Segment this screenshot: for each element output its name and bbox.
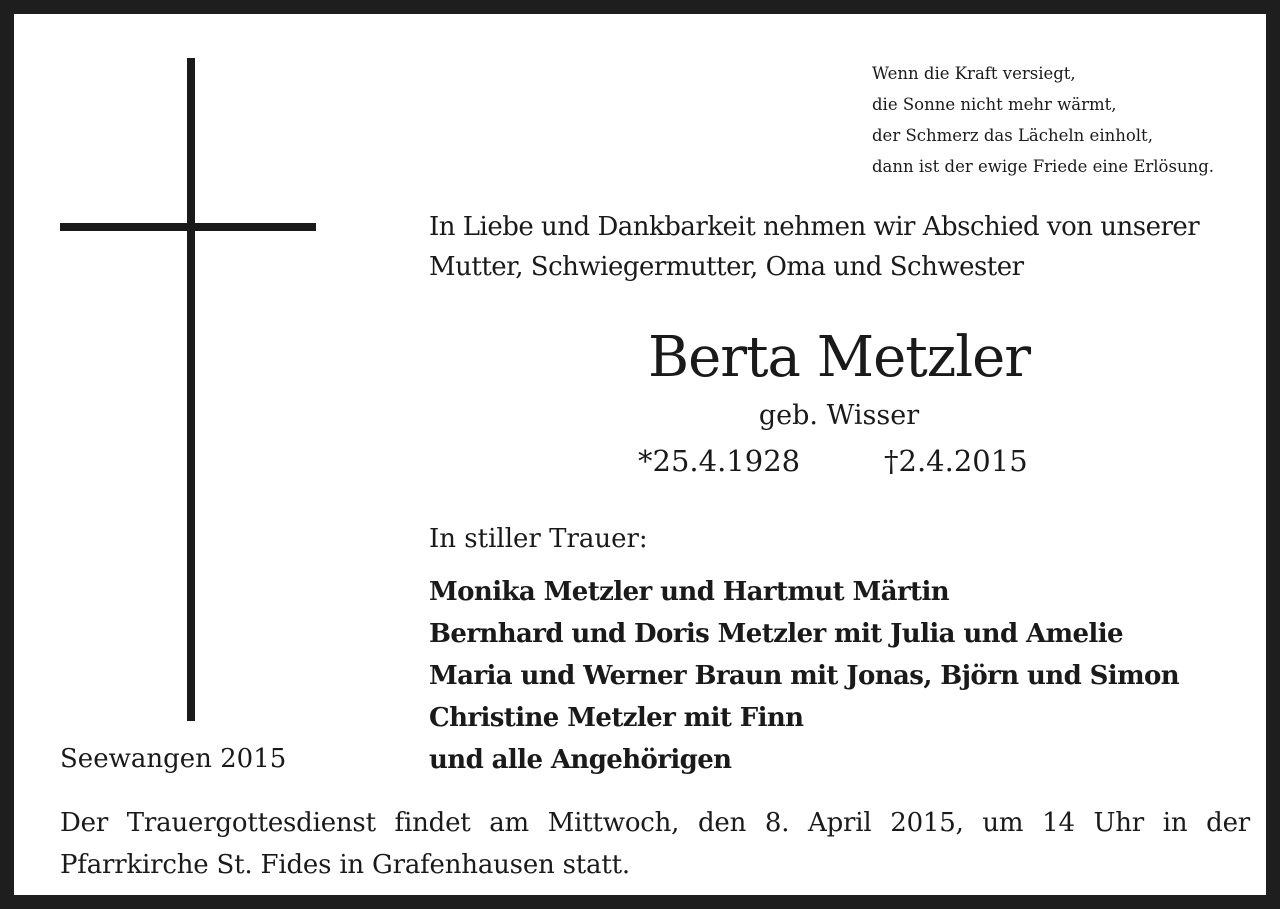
- family-list: [429, 571, 1179, 781]
- farewell-intro: [429, 207, 1199, 287]
- intro-line: In Liebe und Dankbarkeit nehmen wir Abschied von unserer: [429, 212, 1200, 242]
- intro-line: Mutter, Schwiegermutter, Oma und Schwester: [429, 252, 1024, 282]
- family-member: Christine Metzler mit Finn: [429, 703, 804, 733]
- family-member: Monika Metzler und Hartmut Märtin: [429, 577, 950, 607]
- family-member: Maria und Werner Braun mit Jonas, Björn und Simon: [429, 661, 1180, 691]
- poem-line: dann ist der ewige Friede eine Erlösung.: [872, 157, 1215, 176]
- family-member: Bernhard und Doris Metzler mit Julia und Amelie: [429, 619, 1123, 649]
- maiden-name: geb. Wisser: [758, 400, 920, 431]
- birth-date: *25.4.1928: [638, 444, 801, 478]
- deceased-name: Berta Metzler: [647, 325, 1031, 390]
- poem: [872, 58, 1214, 182]
- death-date: †2.4.2015: [884, 444, 1028, 478]
- poem-line: die Sonne nicht mehr wärmt,: [872, 95, 1117, 114]
- poem-line: Wenn die Kraft versiegt,: [872, 64, 1076, 83]
- poem-line: der Schmerz das Lächeln einholt,: [872, 126, 1153, 145]
- family-member: und alle Angehörigen: [429, 745, 732, 775]
- funeral-service-info: Der Trauergottesdienst findet am Mittwoch, den 8. April 2015, um 14 Uhr in der Pfarrkirche St. Fides in Grafenhausen statt.: [60, 808, 1250, 880]
- cross-vertical-bar: [187, 58, 195, 721]
- cross-horizontal-bar: [60, 223, 316, 231]
- place-date: Seewangen 2015: [60, 744, 287, 774]
- mourning-heading: In stiller Trauer:: [429, 524, 648, 554]
